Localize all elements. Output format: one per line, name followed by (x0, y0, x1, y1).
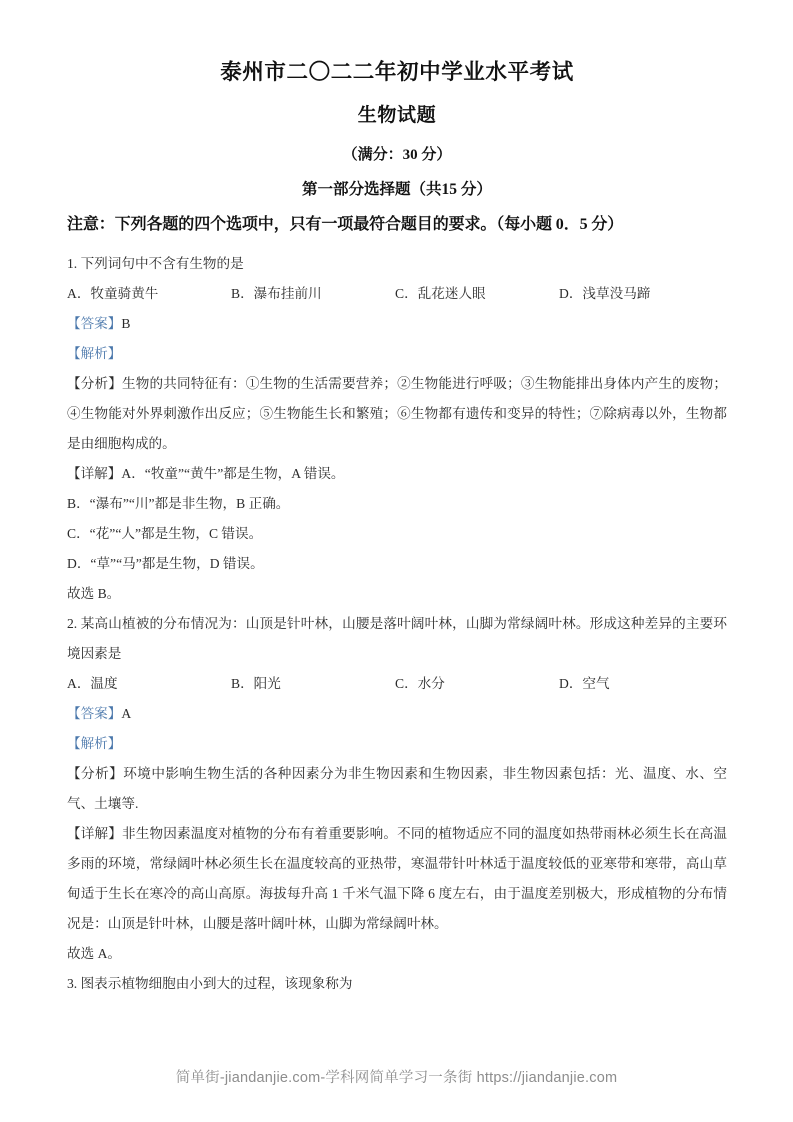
option-c[interactable]: C．乱花迷人眼 (395, 285, 486, 301)
question-block-3 (67, 969, 727, 999)
instructions-notice: 注意：下列各题的四个选项中，只有一项最符合题目的要求。（每小题 0．5 分） (67, 215, 624, 233)
option-a[interactable]: A．牧童骑黄牛 (67, 285, 159, 301)
detail-option-b: B．“瀑布”“川”都是非生物，B 正确。 (67, 495, 290, 511)
page-title: 泰州市二〇二二年初中学业水平考试 (220, 60, 574, 84)
answer-value: A (121, 705, 132, 721)
option-d[interactable]: D．空气 (559, 675, 610, 691)
answer-line (67, 309, 727, 339)
option-d[interactable]: D．浅草没马蹄 (559, 285, 651, 301)
subject-title: 生物试题 (357, 105, 437, 127)
options-row (67, 279, 727, 309)
detail-option-d: D．“草”“马”都是生物，D 错误。 (67, 555, 264, 571)
option-b[interactable]: B．瀑布挂前川 (231, 285, 322, 301)
explanation-label-line (67, 339, 727, 369)
question-block-1 (67, 249, 727, 609)
analysis-paragraph: 【分析】环境中影响生物生活的各种因素分为非生物因素和生物因素，非生物因素包括：光、温度、水、空气、土壤等. (67, 765, 727, 811)
conclusion-line: 故选 B。 (67, 585, 121, 601)
answer-value: B (121, 315, 131, 331)
question-stem: 2. 某高山植被的分布情况为：山顶是针叶林，山腰是落叶阔叶林，山脚为常绿阔叶林。形成这种差异的主要环境因素是 (67, 615, 727, 661)
explanation-label-line (67, 729, 727, 759)
section-title-part-one: 第一部分选择题（共15 分） (302, 181, 492, 199)
detail-paragraph: 【详解】非生物因素温度对植物的分布有着重要影响。不同的植物适应不同的温度如热带雨林必须生长在高温多雨的环境，常绿阔叶林必须生长在温度较高的亚热带，寒温带针叶林适于温度较低的亚寒带和寒带，高山草甸适于生长在寒冷的高山高原。海拔每升高 1 千米气温下降 6 度左右，由于温度差别极大，形成植物的分布情况是：山顶是针叶林，山腰是落叶阔叶林，山脚为常绿阔叶林。 (67, 825, 727, 931)
option-a[interactable]: A．温度 (67, 675, 118, 691)
question-stem: 1. 下列词句中不含有生物的是 (67, 255, 244, 271)
footer-watermark: 简单街-jiandanjie.com-学科网简单学习一条街 https://jiandanjie.com (175, 1070, 618, 1086)
detail-paragraph: 【详解】A．“牧童”“黄牛”都是生物，A 错误。 (67, 465, 345, 481)
question-stem: 3. 图表示植物细胞由小到大的过程，该现象称为 (67, 975, 353, 991)
option-b[interactable]: B．阳光 (231, 675, 281, 691)
explanation-label: 【解析】 (67, 735, 122, 751)
explanation-label: 【解析】 (67, 345, 122, 361)
conclusion-line: 故选 A。 (67, 945, 121, 961)
options-row (67, 669, 727, 699)
option-c[interactable]: C．水分 (395, 675, 445, 691)
answer-label: 【答案】 (67, 705, 122, 721)
answer-line (67, 699, 727, 729)
detail-option-c: C．“花”“人”都是生物，C 错误。 (67, 525, 263, 541)
question-block-2 (67, 609, 727, 969)
total-score-note: （满分：30 分） (342, 146, 452, 163)
document-content (67, 56, 727, 999)
answer-label: 【答案】 (67, 315, 122, 331)
analysis-paragraph: 【分析】生物的共同特征有：①生物的生活需要营养；②生物能进行呼吸；③生物能排出身体内产生的废物；④生物能对外界刺激作出反应；⑤生物能生长和繁殖；⑥生物都有遗传和变异的特性；⑦除病毒以外，生物都是由细胞构成的。 (67, 375, 727, 451)
